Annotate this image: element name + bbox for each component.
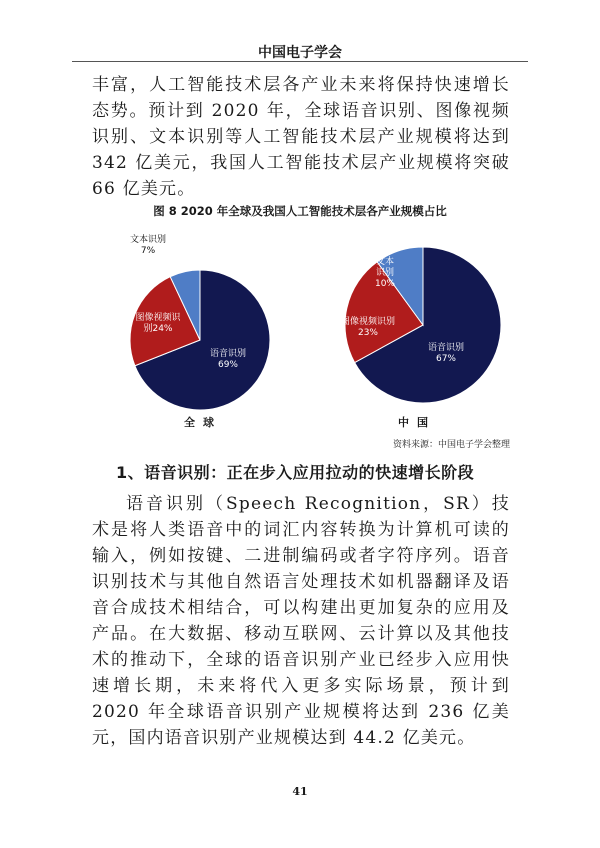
page-header: 中国电子学会 <box>258 45 342 61</box>
section-paragraph: 语音识别（Speech Recognition，SR）技术是将人类语音中的词汇内容转换为计算机可读的输入，例如按键、二进制编码或者字符序列。语音识别技术与其他自然语言处理技术如机器翻译及语音合成技术相结合，可以构建出更加复杂的应用及产品。在大数据、移动互联网、云计算以及其他技术的推动下，全球的语音识别产业已经步入应用快速增长期，未来将代入更多实际场景，预计到 2020 年全球语音识别产业规模将达到 236 亿美元，国内语音识别产业规模达到 44.2 亿美元。 <box>92 494 510 748</box>
pie-chart-global <box>100 222 290 412</box>
pie-label-1-2: 文本识别 10% <box>374 257 396 289</box>
pie-chart-china <box>318 222 508 412</box>
pie-label-0-2: 文本识别 7% <box>129 235 167 256</box>
figure-caption: 图 8 2020 年全球及我国人工智能技术层各产业规模占比 <box>153 204 447 218</box>
chart-name-global: 全球 <box>184 416 222 429</box>
intro-paragraph: 丰富，人工智能技术层各产业未来将保持快速增长态势。预计到 2020 年，全球语音识别、图像视频识别、文本识别等人工智能技术层产业规模将达到 342 亿美元，我国人工智能技术层产业规模将突破 66 亿美元。 <box>92 75 510 199</box>
pie-label-1-0: 语音识别 67% <box>427 343 465 364</box>
figure-source: 资料来源：中国电子学会整理 <box>392 440 510 450</box>
pie-label-0-1: 图像视频识别24% <box>135 313 181 334</box>
section-title: 1、语音识别：正在步入应用拉动的快速增长阶段 <box>116 463 475 482</box>
chart-name-china: 中国 <box>398 416 436 429</box>
header-rule <box>72 61 528 62</box>
pie-charts <box>100 222 520 432</box>
page-number: 41 <box>292 785 308 798</box>
pie-label-1-1: 图像视频识别 23% <box>340 317 396 338</box>
pie-label-0-0: 语音识别 69% <box>209 349 247 370</box>
